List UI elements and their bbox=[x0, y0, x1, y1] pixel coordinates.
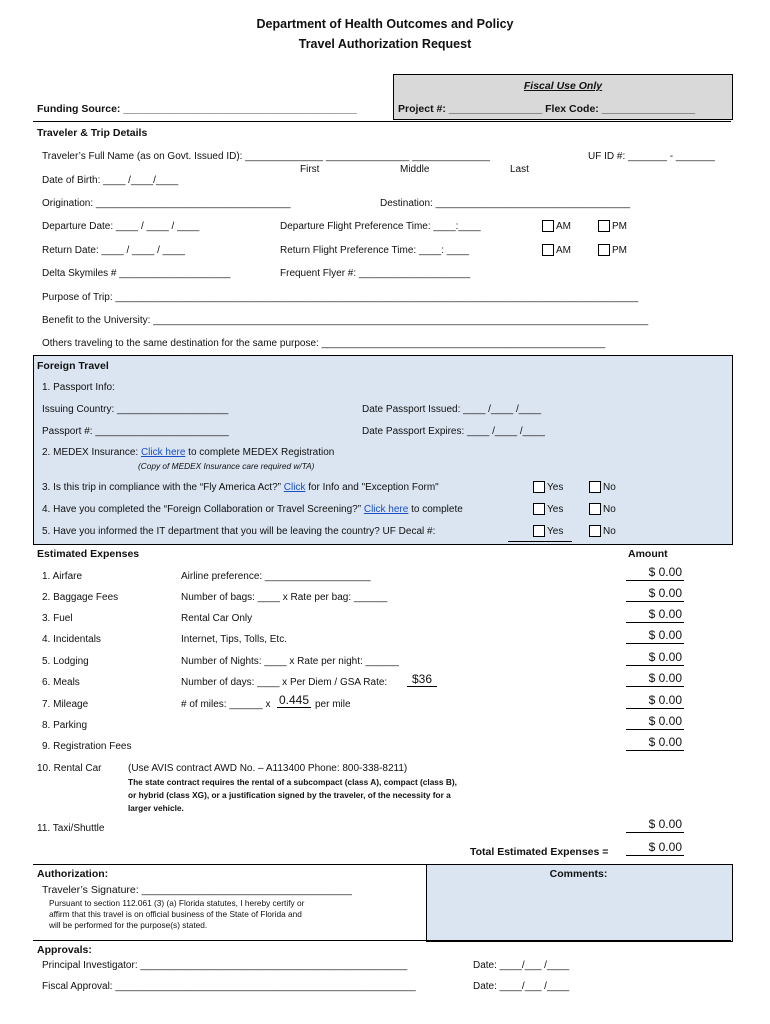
meals-amount[interactable]: $ 0.00 bbox=[626, 671, 684, 687]
expense-label: 7. Mileage bbox=[42, 699, 89, 710]
q3-label: 3. Is this trip in compliance with the “Fly America Act?” bbox=[42, 482, 284, 493]
last-label: Last bbox=[510, 164, 529, 175]
form-subtitle: Travel Authorization Request bbox=[298, 37, 472, 51]
statute-text: Pursuant to section 112.061 (3) (a) Florida statutes, I hereby certify or bbox=[49, 898, 305, 908]
avis-contract-note: (Use AVIS contract AWD No. – A113400 Phone: 800-338-8211) bbox=[128, 763, 408, 774]
q5-yes-checkbox[interactable] bbox=[533, 525, 545, 537]
form-title: Department of Health Outcomes and Policy bbox=[256, 17, 514, 31]
mileage-rate[interactable]: 0.445 bbox=[278, 693, 310, 707]
meals-detail-field[interactable]: Number of days: ____ x Per Diem / GSA Rate: bbox=[181, 677, 388, 688]
expenses-title: Estimated Expenses bbox=[37, 548, 140, 560]
rental-policy-line: larger vehicle. bbox=[128, 803, 184, 813]
pm-label: PM bbox=[612, 245, 627, 256]
airfare-amount[interactable]: $ 0.00 bbox=[626, 565, 684, 581]
origination-field[interactable]: Origination: ___________________________________ bbox=[42, 198, 291, 209]
miles-field[interactable]: # of miles: ______ x bbox=[181, 699, 271, 710]
departure-pref-field[interactable]: Departure Flight Preference Time: ____:____ bbox=[280, 221, 481, 232]
pi-date-field[interactable]: Date: ____/___ /____ bbox=[473, 960, 570, 971]
medex-suffix: to complete MEDEX Registration bbox=[185, 447, 335, 458]
yes-label: Yes bbox=[547, 526, 564, 537]
q3-suffix: for Info and "Exception Form" bbox=[305, 482, 439, 493]
benefit-field[interactable]: Benefit to the University: _________________________________________________________________________________________ bbox=[42, 315, 649, 326]
mileage-amount[interactable]: $ 0.00 bbox=[626, 693, 684, 709]
lodging-detail-field[interactable]: Number of Nights: ____ x Rate per night: ______ bbox=[181, 656, 399, 667]
foreign-collab-link[interactable]: Click here bbox=[363, 504, 409, 515]
q3-yes-checkbox[interactable] bbox=[533, 481, 545, 493]
foreign-travel-title: Foreign Travel bbox=[37, 360, 109, 372]
lodging-amount[interactable]: $ 0.00 bbox=[626, 650, 684, 666]
fuel-detail: Rental Car Only bbox=[181, 613, 253, 624]
incidentals-detail: Internet, Tips, Tolls, Etc. bbox=[181, 634, 287, 645]
expense-label: 9. Registration Fees bbox=[42, 741, 132, 752]
statute-text: will be performed for the purpose(s) stated. bbox=[49, 920, 208, 930]
statute-text: affirm that this travel is on official business of the State of Florida and bbox=[49, 909, 302, 919]
expense-label: 5. Lodging bbox=[42, 656, 89, 667]
passport-info-label: 1. Passport Info: bbox=[42, 382, 115, 393]
am-label: AM bbox=[556, 221, 571, 232]
yes-label: Yes bbox=[547, 504, 564, 515]
incidentals-amount[interactable]: $ 0.00 bbox=[626, 628, 684, 644]
purpose-field[interactable]: Purpose of Trip: ______________________________________________________________________________________________ bbox=[42, 292, 639, 303]
rental-car-label: 10. Rental Car bbox=[37, 763, 102, 774]
baggage-detail-field[interactable]: Number of bags: ____ x Rate per bag: ______ bbox=[181, 592, 388, 603]
parking-amount[interactable]: $ 0.00 bbox=[626, 714, 684, 730]
full-name-field[interactable]: Traveler’s Full Name (as on Govt. Issued ID): ______________ _______________ ______________ bbox=[42, 151, 490, 162]
q3-no-checkbox[interactable] bbox=[589, 481, 601, 493]
yes-label: Yes bbox=[547, 482, 564, 493]
expense-label: 4. Incidentals bbox=[42, 634, 101, 645]
expense-label: 1. Airfare bbox=[42, 571, 83, 582]
amount-header: Amount bbox=[628, 548, 668, 560]
expense-label: 3. Fuel bbox=[42, 613, 73, 624]
q4-suffix: to complete bbox=[408, 504, 463, 515]
q4-label: 4. Have you completed the “Foreign Collaboration or Travel Screening?” bbox=[42, 504, 364, 515]
approvals-title: Approvals: bbox=[37, 944, 92, 956]
taxi-label: 11. Taxi/Shuttle bbox=[37, 823, 105, 834]
project-flex-field[interactable]: Project #: ________________ Flex Code: ________________ bbox=[398, 103, 696, 115]
no-label: No bbox=[603, 504, 616, 515]
question-fly-america bbox=[42, 482, 439, 493]
medex-link[interactable]: Click here bbox=[140, 447, 186, 458]
return-pref-field[interactable]: Return Flight Preference Time: ____: ____ bbox=[280, 245, 469, 256]
question-foreign-collab bbox=[42, 504, 463, 515]
fiscal-date-field[interactable]: Date: ____/___ /____ bbox=[473, 981, 570, 992]
fly-america-link[interactable]: Click bbox=[283, 482, 306, 493]
total-amount: $ 0.00 bbox=[626, 840, 684, 856]
destination-field[interactable]: Destination: ___________________________________ bbox=[380, 198, 631, 209]
first-label: First bbox=[300, 164, 320, 175]
rental-policy-line: The state contract requires the rental of a subcompact (class A), compact (class B), bbox=[128, 777, 457, 787]
passport-number-field[interactable]: Passport #: ________________________ bbox=[42, 426, 229, 437]
passport-expires-field[interactable]: Date Passport Expires: ____ /____ /____ bbox=[362, 426, 545, 437]
fiscal-use-title: Fiscal Use Only bbox=[523, 80, 603, 92]
pm-label: PM bbox=[612, 221, 627, 232]
return-pm-checkbox[interactable] bbox=[598, 244, 610, 256]
expense-label: 6. Meals bbox=[42, 677, 80, 688]
registration-amount[interactable]: $ 0.00 bbox=[626, 735, 684, 751]
comments-label: Comments: bbox=[549, 868, 608, 880]
no-label: No bbox=[603, 526, 616, 537]
expense-label: 8. Parking bbox=[42, 720, 88, 731]
q4-no-checkbox[interactable] bbox=[589, 503, 601, 515]
medex-note: (Copy of MEDEX Insurance care required w/TA) bbox=[138, 461, 315, 471]
q5-no-checkbox[interactable] bbox=[589, 525, 601, 537]
fiscal-approval-field[interactable]: Fiscal Approval: ______________________________________________________ bbox=[42, 981, 416, 992]
per-mile-label: per mile bbox=[315, 699, 351, 710]
q4-yes-checkbox[interactable] bbox=[533, 503, 545, 515]
middle-label: Middle bbox=[400, 164, 430, 175]
no-label: No bbox=[603, 482, 616, 493]
issuing-country-field[interactable]: Issuing Country: ____________________ bbox=[42, 404, 229, 415]
divider bbox=[33, 940, 731, 941]
ufid-field[interactable]: UF ID #: _______ - _______ bbox=[588, 151, 715, 162]
per-diem-rate[interactable]: $36 bbox=[407, 672, 437, 687]
taxi-amount[interactable]: $ 0.00 bbox=[626, 817, 684, 833]
airline-preference-field[interactable]: Airline preference: ___________________ bbox=[181, 571, 371, 582]
dob-field[interactable]: Date of Birth: ____ /____/____ bbox=[42, 175, 179, 186]
question-it-department: 5. Have you informed the IT department that you will be leaving the country? UF Decal #: bbox=[42, 526, 436, 537]
return-date-field[interactable]: Return Date: ____ / ____ / ____ bbox=[42, 245, 185, 256]
medex-line bbox=[42, 447, 334, 458]
total-label: Total Estimated Expenses = bbox=[470, 846, 609, 858]
skymiles-field[interactable]: Delta Skymiles # ____________________ bbox=[42, 268, 231, 279]
frequent-flyer-field[interactable]: Frequent Flyer #: ____________________ bbox=[280, 268, 471, 279]
authorization-title: Authorization: bbox=[37, 868, 109, 880]
passport-issued-field[interactable]: Date Passport Issued: ____ /____ /____ bbox=[362, 404, 542, 415]
divider bbox=[33, 121, 731, 122]
departure-am-checkbox[interactable] bbox=[542, 220, 554, 232]
others-traveling-field[interactable]: Others traveling to the same destination for the same purpose: ___________________________________________________ bbox=[42, 338, 606, 349]
fuel-amount[interactable]: $ 0.00 bbox=[626, 607, 684, 623]
departure-pm-checkbox[interactable] bbox=[598, 220, 610, 232]
rental-policy-line: or hybrid (class XG), or a justification signed by the traveler, of the necessity for a bbox=[128, 790, 451, 800]
am-label: AM bbox=[556, 245, 571, 256]
departure-date-field[interactable]: Departure Date: ____ / ____ / ____ bbox=[42, 221, 200, 232]
baggage-amount[interactable]: $ 0.00 bbox=[626, 586, 684, 602]
medex-label: 2. MEDEX Insurance: bbox=[42, 447, 141, 458]
traveler-signature-field[interactable]: Traveler’s Signature: ____________________________________ bbox=[42, 884, 352, 896]
pi-signature-field[interactable]: Principal Investigator: ________________________________________________ bbox=[42, 960, 408, 971]
decal-field[interactable] bbox=[508, 541, 572, 542]
traveler-section-title: Traveler & Trip Details bbox=[37, 127, 148, 139]
expense-label: 2. Baggage Fees bbox=[42, 592, 119, 603]
funding-source-field[interactable]: Funding Source: ________________________________________ bbox=[37, 103, 357, 115]
return-am-checkbox[interactable] bbox=[542, 244, 554, 256]
